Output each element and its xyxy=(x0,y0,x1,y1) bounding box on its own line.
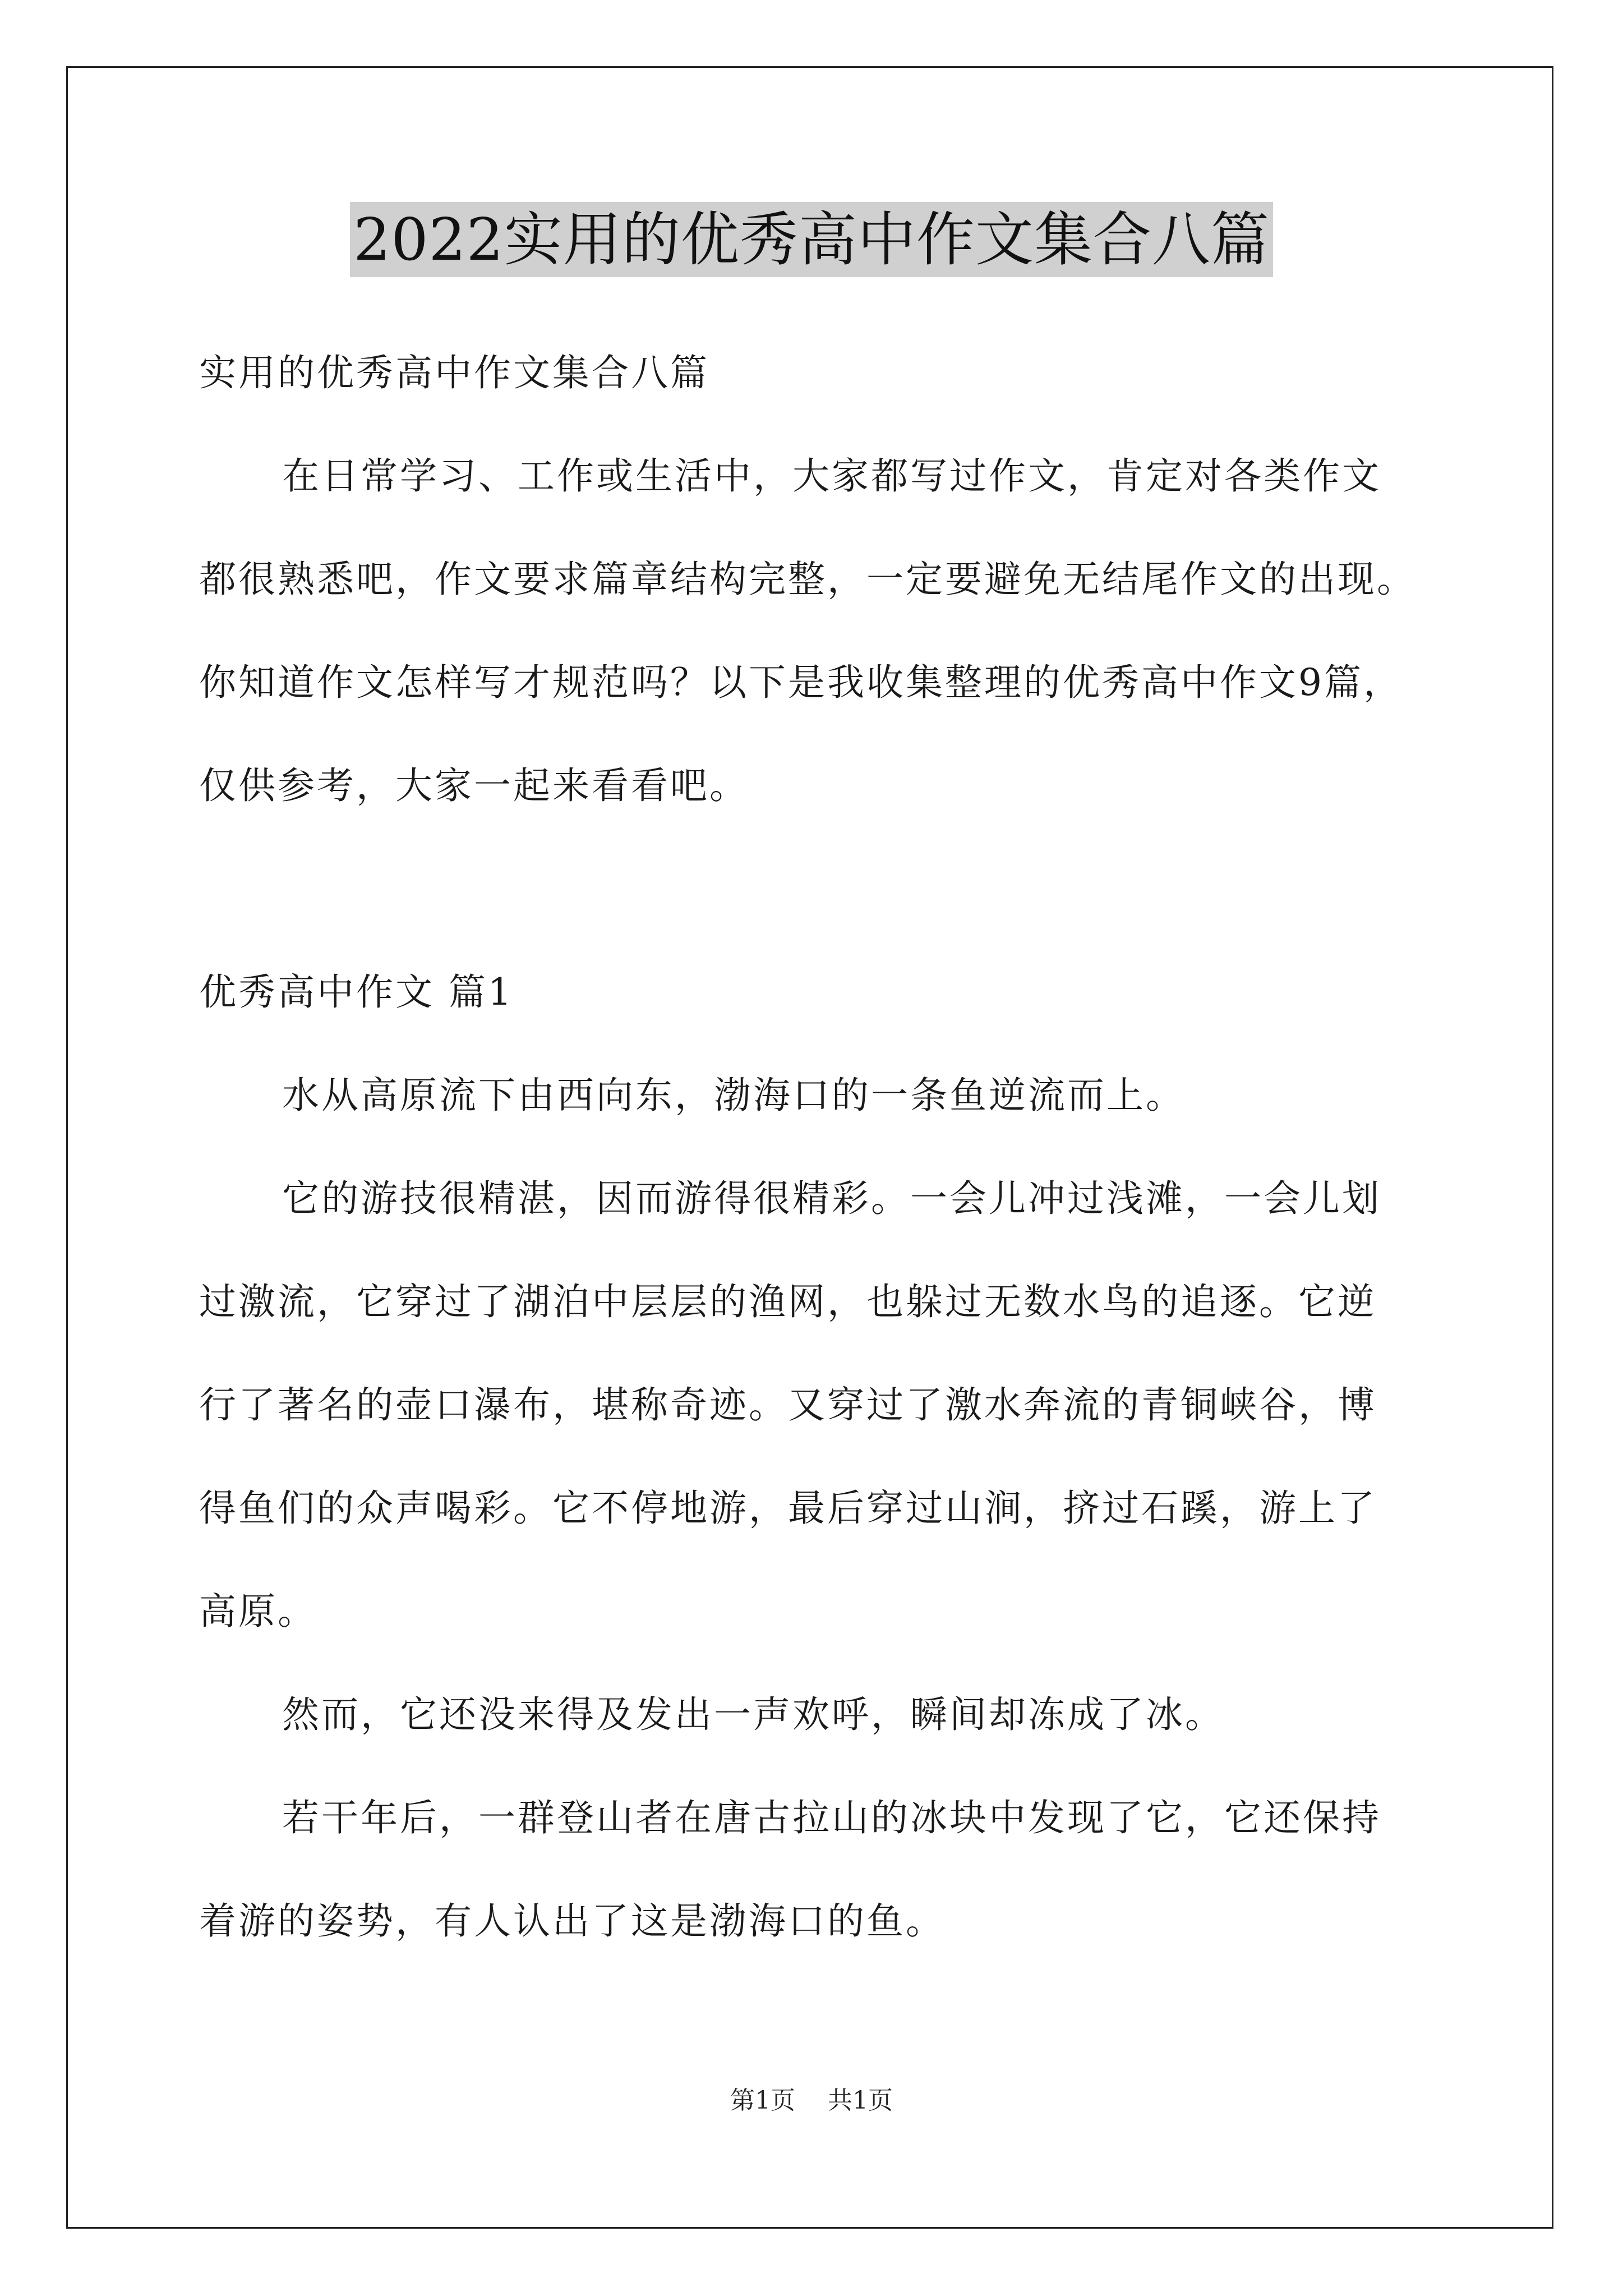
paragraph-line: 然而，它还没来得及发出一声欢呼，瞬间却冻成了冰。 xyxy=(282,1693,1224,1736)
paragraph-2 xyxy=(199,1174,1422,1637)
section-heading: 优秀高中作文 篇1 xyxy=(199,970,514,1014)
paragraph-line: 高原。 xyxy=(199,1590,317,1633)
page-footer xyxy=(0,2084,1623,2118)
intro-line: 你知道作文怎样写才规范吗？以下是我收集整理的优秀高中作文9篇， xyxy=(199,661,1403,704)
paragraph-line: 它的游技很精湛，因而游得很精彩。一会儿冲过浅滩，一会儿划 xyxy=(282,1177,1381,1220)
document-body xyxy=(199,348,1422,1947)
paragraph-line: 若干年后，一群登山者在唐古拉山的冰块中发现了它，它还保持 xyxy=(282,1796,1381,1839)
intro-line: 仅供参考，大家一起来看看吧。 xyxy=(199,764,749,807)
paragraph-line: 行了著名的壶口瀑布，堪称奇迹。又穿过了激水奔流的青铜峡谷，博 xyxy=(199,1383,1377,1427)
title-container xyxy=(0,202,1623,277)
intro-line: 在日常学习、工作或生活中，大家都写过作文，肯定对各类作文 xyxy=(282,454,1381,498)
paragraph-line: 过激流，它穿过了湖泊中层层的渔网，也躲过无数水鸟的追逐。它逆 xyxy=(199,1280,1377,1323)
paragraph-line: 水从高原流下由西向东，渤海口的一条鱼逆流而上。 xyxy=(282,1074,1185,1117)
paragraph-4 xyxy=(199,1793,1422,1947)
document-subtitle: 实用的优秀高中作文集合八篇 xyxy=(199,351,709,394)
intro-line: 都很熟悉吧，作文要求篇章结构完整，一定要避免无结尾作文的出现。 xyxy=(199,558,1416,601)
paragraph-line: 着游的姿势，有人认出了这是渤海口的鱼。 xyxy=(199,1899,945,1943)
page-number: 第1页 xyxy=(730,2086,795,2115)
intro-paragraph xyxy=(199,451,1422,811)
paragraph-line: 得鱼们的众声喝彩。它不停地游，最后穿过山涧，挤过石蹊，游上了 xyxy=(199,1487,1377,1530)
document-title: 2022实用的优秀高中作文集合八篇 xyxy=(350,202,1273,277)
page-total: 共1页 xyxy=(828,2086,893,2115)
